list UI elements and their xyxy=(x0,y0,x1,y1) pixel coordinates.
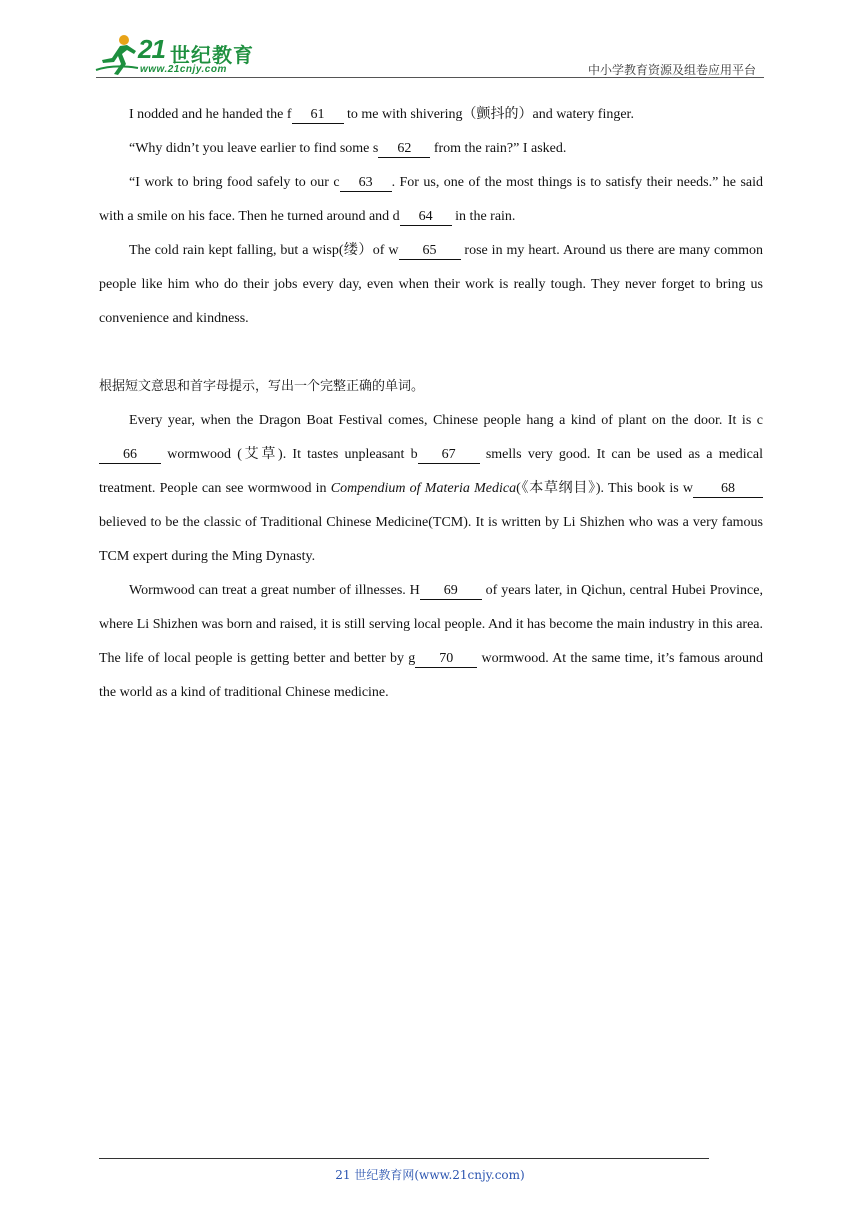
blank-64[interactable]: 64 xyxy=(400,209,452,226)
passage1-paragraph-2: “Why didn’t you leave earlier to find some s 62 from the rain?” I asked. xyxy=(129,141,567,156)
logo-url: www.21cnjy.com xyxy=(140,64,227,75)
blank-61[interactable]: 61 xyxy=(292,107,344,124)
blank-63[interactable]: 63 xyxy=(340,175,392,192)
logo-number: 21 xyxy=(138,34,165,64)
passage2-paragraph-1: Every year, when the Dragon Boat Festival comes, Chinese people hang a kind of plant on the door. It is c66 wormwood (艾草). It tastes unpleasant b 67 smells very good. It can be used as a medical treatment. People can see wormwood in Compendium of Materia Medica(《本草纲目》). This book is w 68 believed to be the classic of Traditional Chinese Medicine(TCM). It is written by Li Shizhen who was a very famous TCM expert during the Ming Dynasty. xyxy=(99,413,764,564)
logo-chinese-name: 世纪教育 xyxy=(170,43,254,67)
runner-icon xyxy=(94,34,140,76)
document-body xyxy=(99,98,763,710)
blank-69[interactable]: 69 xyxy=(420,583,482,600)
blank-67[interactable]: 67 xyxy=(418,447,480,464)
instruction-text: 根据短文意思和首字母提示，写出一个完整正确的单词。 xyxy=(99,379,425,394)
site-logo xyxy=(94,34,264,78)
page-header xyxy=(0,0,860,80)
footer-text: 21 世纪教育网(www.21cnjy.com) xyxy=(335,1168,525,1182)
platform-title: 中小学教育资源及组卷应用平台 xyxy=(587,63,756,77)
blank-66[interactable]: 66 xyxy=(99,447,161,464)
passage1-paragraph-3: “I work to bring food safely to our c 63 . For us, one of the most things is to satisfy their needs.” he said with a smile on his face. Then he turned around and d 64 in the rain. xyxy=(99,175,763,224)
passage1-paragraph-4: The cold rain kept falling, but a wisp(缕）of w 65 rose in my heart. Around us there are many common people like him who do their jobs every day, even when their work is really tough. They never forget to bring us convenience and kindness. xyxy=(99,243,763,326)
footer-divider xyxy=(99,1158,709,1159)
blank-65[interactable]: 65 xyxy=(399,243,461,260)
blank-68[interactable]: 68 xyxy=(693,481,763,498)
blank-62[interactable]: 62 xyxy=(378,141,430,158)
blank-70[interactable]: 70 xyxy=(415,651,477,668)
passage1-paragraph-1: I nodded and he handed the f 61 to me with shivering（颤抖的）and watery finger. xyxy=(129,107,634,122)
passage2-paragraph-2: Wormwood can treat a great number of illnesses. H 69 of years later, in Qichun, central Hubei Province, where Li Shizhen was born and raised, it is still serving local people. And it has become the main industry in this area. The life of local people is getting better and better by g 70 wormwood. At the same time, it’s famous around the world as a kind of traditional Chinese medicine. xyxy=(99,583,763,700)
header-divider xyxy=(96,77,764,78)
book-title: Compendium of Materia Medica xyxy=(330,481,517,496)
